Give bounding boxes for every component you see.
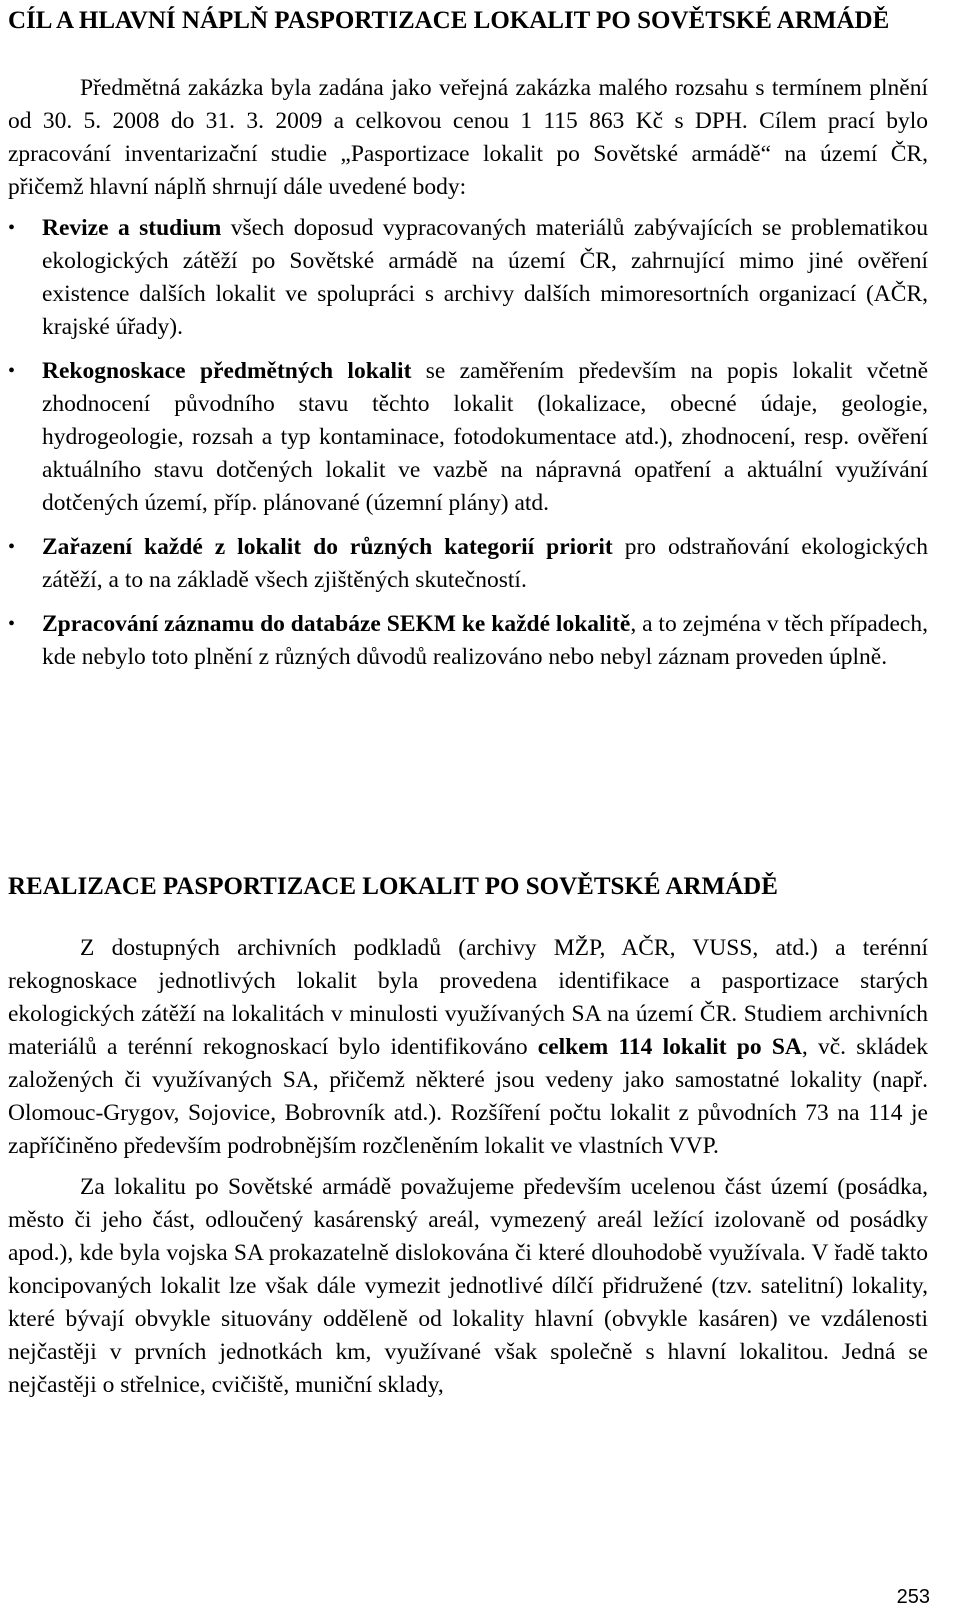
list-item <box>8 531 928 597</box>
intro-paragraph: Předmětná zakázka byla zadána jako veřejná zakázka malého rozsahu s termínem plnění od 30. 5. 2008 do 31. 3. 2009 a celkovou cenou 1 115 863 Kč s DPH. Cílem prací bylo zpracování inventarizační studie „Pasportizace lokalit po Sovětské armádě“ na území ČR, přičemž hlavní náplň shrnují dále uvedené body: <box>8 75 928 200</box>
realization-paragraph <box>8 932 928 1163</box>
list-item <box>8 212 928 344</box>
list-item-text: všech doposud vypracovaných materiálů zabývajících se problematikou ekologických zátěží po Sovětské armádě na území ČR, zahrnující mimo jiné ověření existence dalších lokalit ve spolupráci s archivy dalších mimoresortních organizací (AČR, krajské úřady). <box>42 215 928 340</box>
list-item-bold: Zpracování záznamu do databáze SEKM ke každé lokalitě <box>42 611 631 637</box>
bullet-icon: • <box>8 360 16 382</box>
paragraph-text: Z dostupných archivních podkladů (archivy MŽP, AČR, VUSS, atd.) a terénní rekognoskace jednotlivých lokalit byla provedena identifikace a pasportizace starých ekologických zátěží na lokalitách v minulosti využívaných SA na území ČR. Studiem archivních materiálů a terénní rekognoskací bylo identifikováno <box>8 935 928 1060</box>
list-item-text: , a to zejména v těch případech, kde nebylo toto plnění z různých důvodů realizováno nebo nebyl záznam proveden úplně. <box>42 611 928 670</box>
list-item-text: pro odstraňování ekologických zátěží, a to na základě všech zjištěných skutečností. <box>42 534 928 593</box>
page-number: 253 <box>896 1586 930 1608</box>
paragraph-text: , vč. skládek založených či využívaných SA, přičemž některé jsou vedeny jako samostatné lokality (např. Olomouc-Grygov, Sojovice, Bobrovník atd.). Rozšíření počtu lokalit z původních 73 na 114 je zapříčiněno především podrobnějším rozčleněním lokalit ve vlastních VVP. <box>8 1034 929 1159</box>
document-page <box>8 0 929 1398</box>
section-heading-realization: REALIZACE PASPORTIZACE LOKALIT PO SOVĚTSKÉ ARMÁDĚ <box>8 873 778 900</box>
list-item-text: se zaměřením především na popis lokalit včetně zhodnocení původního stavu těchto lokalit (lokalizace, obecné údaje, geologie, hydrogeologie, rozsah a typ kontaminace, fotodokumentace atd.), zhodnocení, resp. ověření aktuálního stavu dotčených lokalit ve vazbě na nápravná opatření a aktuální využívání dotčených území, příp. plánované (územní plány) atd. <box>42 358 929 516</box>
list-item-bold: Revize a studium <box>42 215 222 241</box>
definition-paragraph: Za lokalitu po Sovětské armádě považujeme především ucelenou část území (posádka, město či jeho část, odloučený kasárenský areál, vymezený areál ležící izolovaně od posádky apod.), kde byla vojska SA prokazatelně dislokována či které dlouhodobě využívala. V řadě takto koncipovaných lokalit lze však dále vymezit jednotlivé dílčí přidružené (tzv. satelitní) lokality, které bývají obvykle situovány odděleně od lokality hlavní (obvykle kasáren) ve vzdálenosti nejčastěji v prvních jednotkách km, využívané však společně s hlavní lokalitou. Jedná se nejčastěji o střelnice, cvičiště, muniční sklady, <box>8 1174 928 1398</box>
realization-section <box>8 932 928 1402</box>
bullet-icon: • <box>8 613 16 635</box>
list-item <box>8 355 928 520</box>
bullet-list <box>8 212 928 674</box>
bullet-icon: • <box>8 536 16 558</box>
paragraph-bold: celkem 114 lokalit po SA <box>537 1034 802 1060</box>
list-item-bold: Rekognoskace předmětných lokalit <box>42 358 412 384</box>
list-item <box>8 608 928 674</box>
section-heading-goal: CÍL A HLAVNÍ NÁPLŇ PASPORTIZACE LOKALIT PO SOVĚTSKÉ ARMÁDĚ <box>8 7 890 34</box>
list-item-bold: Zařazení každé z lokalit do různých kategorií priorit <box>42 534 613 560</box>
bullet-icon: • <box>8 217 16 239</box>
